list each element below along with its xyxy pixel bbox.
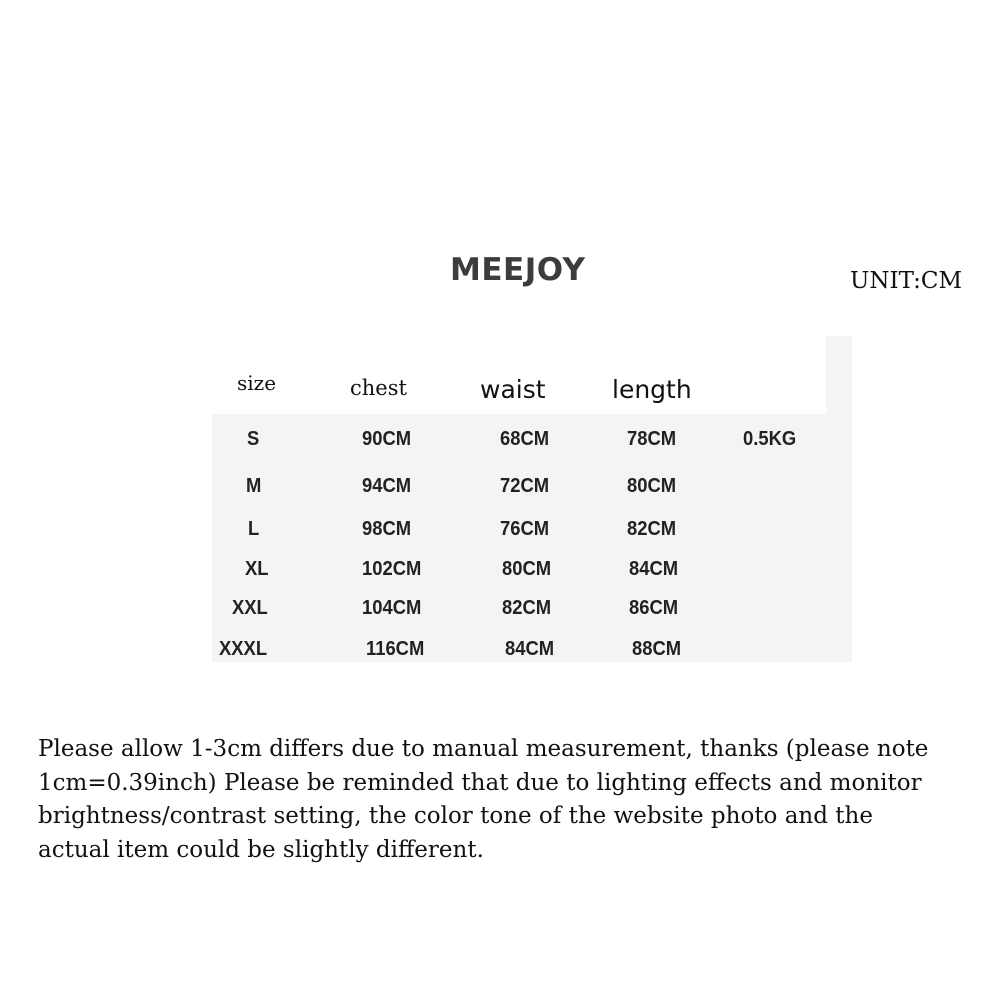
cell-length: 86CM: [629, 597, 679, 619]
cell-waist: 84CM: [505, 638, 555, 660]
cell-waist: 82CM: [502, 597, 552, 619]
table-header-tab: [826, 336, 852, 416]
cell-length: 78CM: [627, 428, 677, 450]
cell-chest: 90CM: [362, 428, 412, 450]
cell-waist: 72CM: [500, 475, 550, 497]
cell-length: 82CM: [627, 518, 677, 540]
brand-title: MEEJOY: [450, 252, 586, 288]
cell-chest: 94CM: [362, 475, 412, 497]
cell-size: S: [247, 428, 260, 450]
cell-length: 88CM: [632, 638, 682, 660]
cell-size: XXL: [232, 597, 268, 619]
header-waist: waist: [480, 375, 546, 404]
cell-weight: 0.5KG: [743, 428, 797, 450]
note-line: 1cm=0.39inch) Please be reminded that due to lighting effects and monitor: [38, 769, 922, 796]
header-length: length: [612, 375, 692, 404]
cell-size: XXXL: [219, 638, 268, 660]
note-line: Please allow 1-3cm differs due to manual measurement, thanks (please note: [38, 736, 929, 762]
cell-size: XL: [245, 558, 269, 580]
cell-waist: 68CM: [500, 428, 550, 450]
measurement-note: [38, 733, 978, 867]
header-chest: chest: [350, 376, 407, 400]
cell-size: L: [248, 518, 260, 540]
note-line: brightness/contrast setting, the color tone of the website photo and the: [38, 803, 873, 829]
cell-length: 84CM: [629, 558, 679, 580]
cell-chest: 104CM: [362, 597, 422, 619]
unit-label: UNIT:CM: [850, 268, 963, 294]
cell-waist: 80CM: [502, 558, 552, 580]
note-line: actual item could be slightly different.: [38, 836, 484, 863]
cell-chest: 102CM: [362, 558, 422, 580]
cell-waist: 76CM: [500, 518, 550, 540]
cell-size: M: [246, 475, 262, 497]
cell-length: 80CM: [627, 475, 677, 497]
cell-chest: 98CM: [362, 518, 412, 540]
header-size: size: [237, 371, 277, 395]
cell-chest: 116CM: [366, 638, 425, 660]
